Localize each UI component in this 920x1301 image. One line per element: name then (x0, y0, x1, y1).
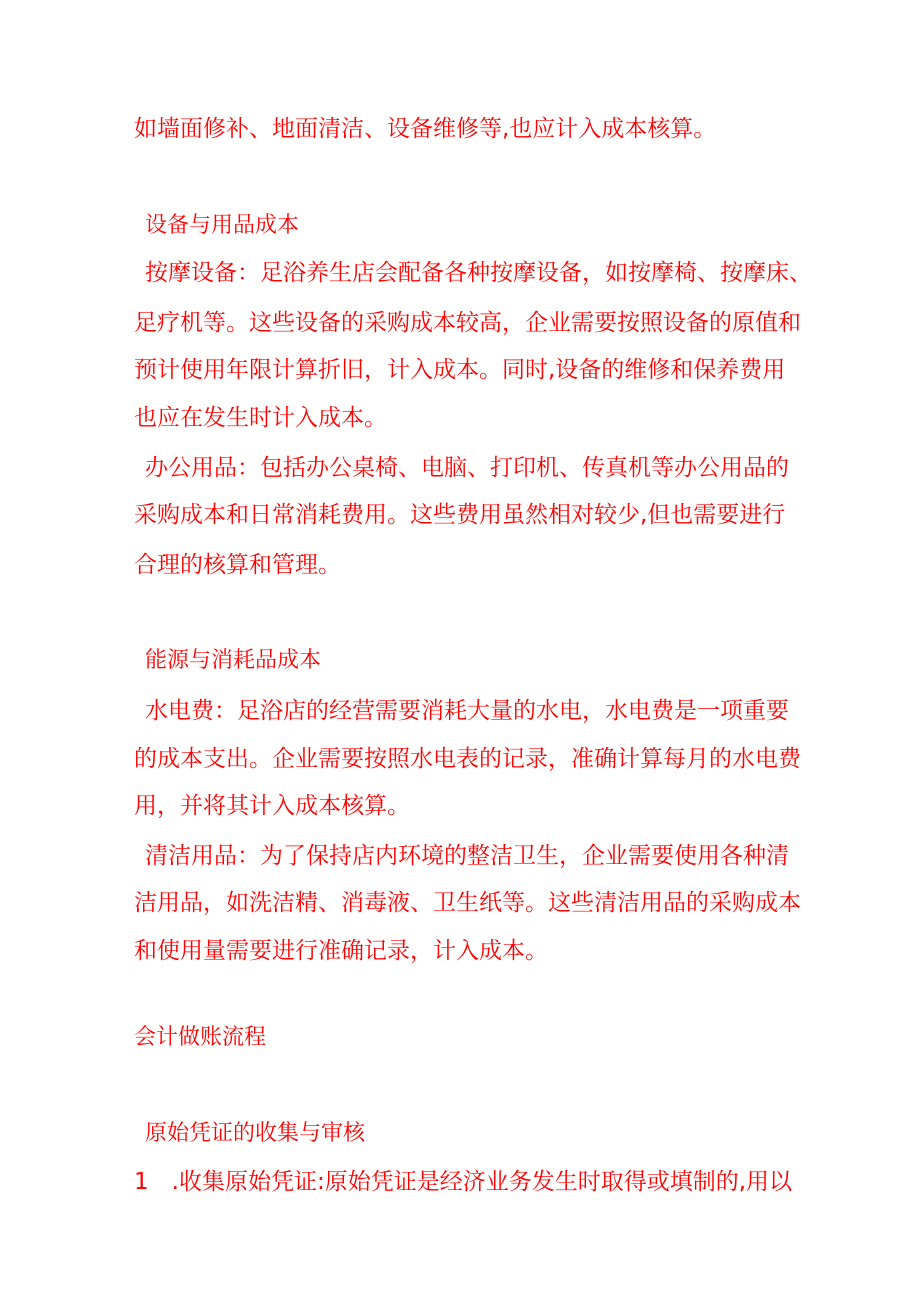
section-heading-energy: 能源与消耗品成本 (145, 648, 322, 673)
paragraph-line: 用，并将其计入成本核算。 (134, 793, 410, 819)
paragraph-line: 办公用品：包括办公桌椅、电脑、打印机、传真机等办公用品的 (145, 455, 789, 481)
paragraph-line: 清洁用品：为了保持店内环境的整洁卫生，企业需要使用各种清 (145, 843, 789, 869)
section-heading-equipment: 设备与用品成本 (145, 213, 300, 238)
paragraph-line: 采购成本和日常消耗费用。这些费用虽然相对较少,但也需要进行 (134, 502, 786, 528)
paragraph-line: 如墙面修补、地面清洁、设备维修等,也应计入成本核算。 (134, 116, 717, 142)
paragraph-line: 按摩设备：足浴养生店会配备各种按摩设备，如按摩椅、按摩床、 (145, 260, 812, 286)
paragraph-line: 预计使用年限计算折旧，计入成本。同时,设备的维修和保养费用 (134, 357, 786, 383)
paragraph-line: 也应在发生时计入成本。 (134, 405, 387, 431)
paragraph-line: 合理的核算和管理。 (134, 552, 341, 578)
paragraph-line: 足疗机等。这些设备的采购成本较高，企业需要按照设备的原值和 (134, 310, 801, 336)
paragraph-line: 洁用品，如洗洁精、消毒液、卫生纸等。这些清洁用品的采购成本 (134, 890, 801, 916)
paragraph-line: 水电费：足浴店的经营需要消耗大量的水电，水电费是一项重要 (145, 698, 789, 724)
section-heading-accounting: 会计做账流程 (134, 1025, 267, 1050)
paragraph-line: 的成本支出。企业需要按照水电表的记录，准确计算每月的水电费 (134, 746, 801, 772)
section-heading-vouchers: 原始凭证的收集与审核 (145, 1121, 366, 1146)
paragraph-line: 1 .收集原始凭证:原始凭证是经济业务发生时取得或填制的,用以 (134, 1169, 793, 1195)
paragraph-line: 和使用量需要进行准确记录，计入成本。 (134, 938, 548, 964)
